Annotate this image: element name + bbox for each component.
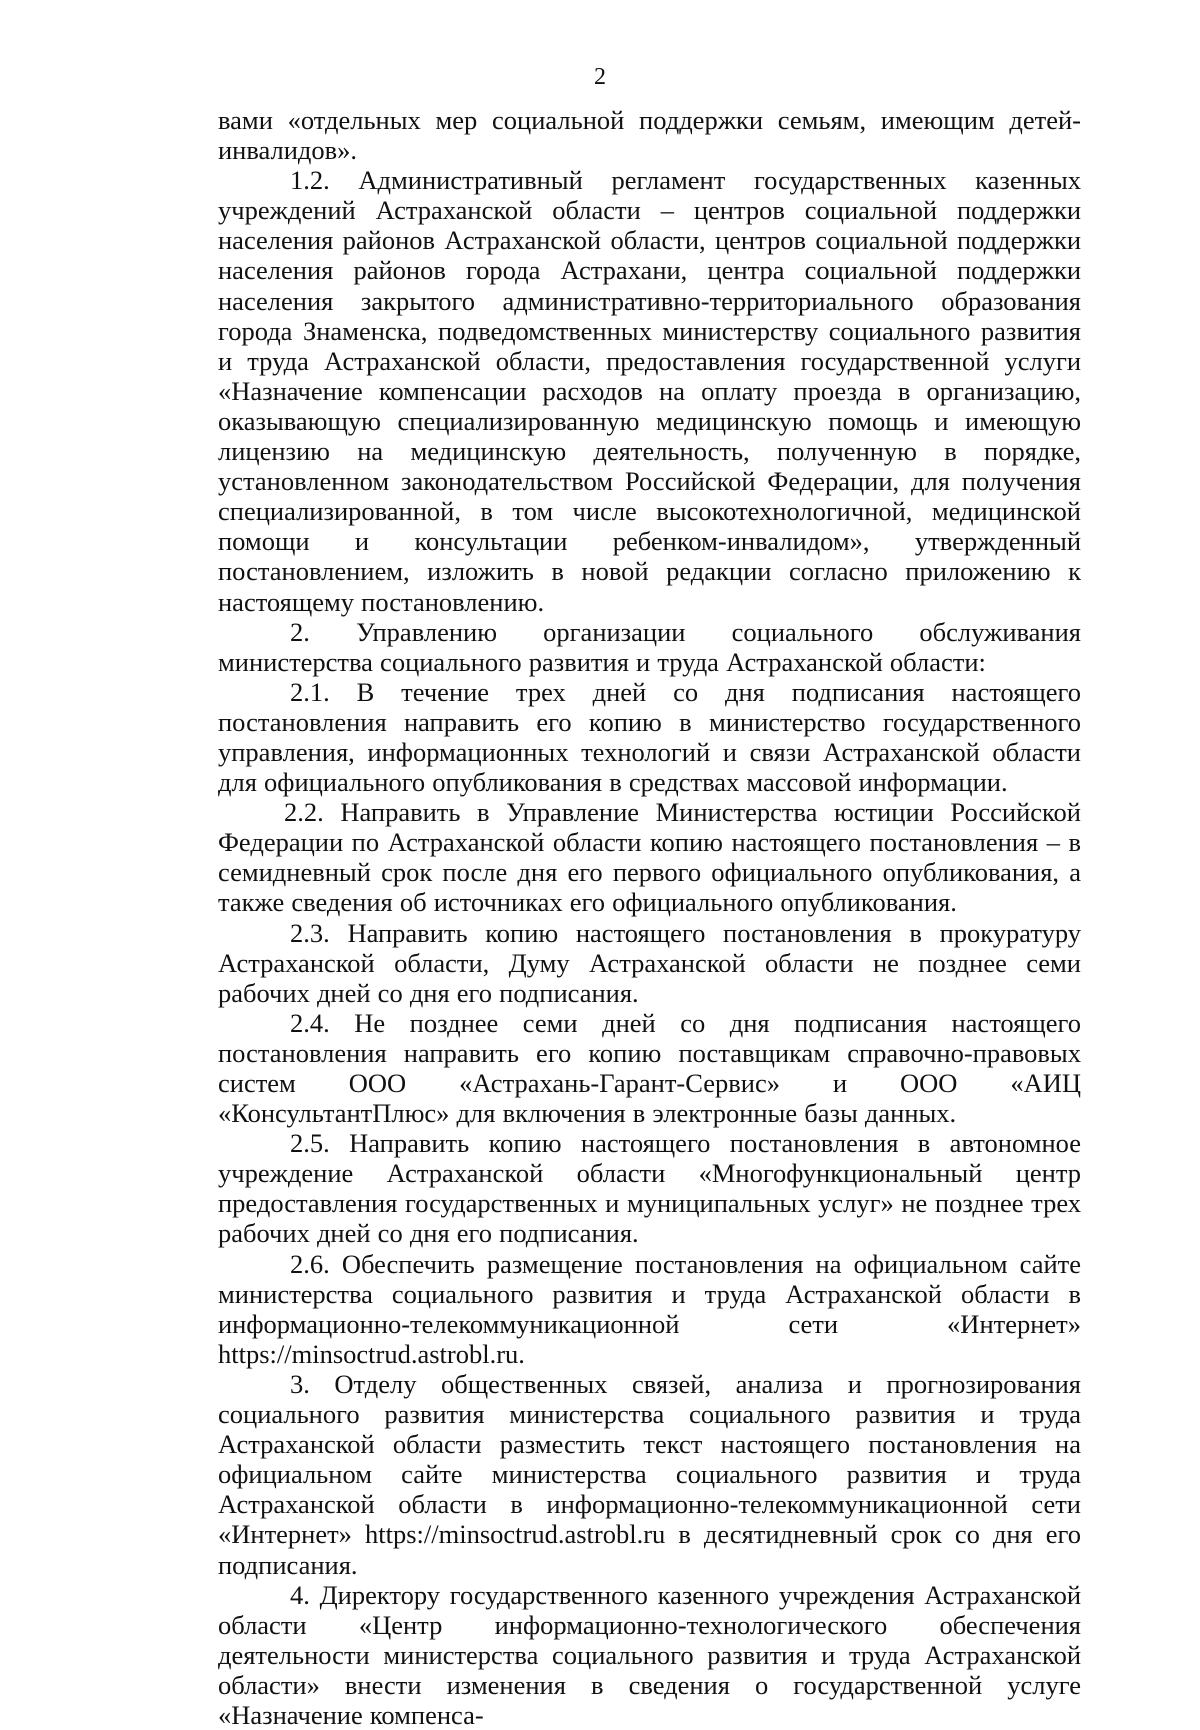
paragraph-2-6: 2.6. Обеспечить размещение постановления на официальном сайте министерства социального развития и труда Астраханской области в информационно-телекоммуникационной сети «Интернет» https://minsoctrud.astrobl.ru. [218, 1248, 1081, 1369]
paragraph-2-3: 2.3. Направить копию настоящего постановления в прокуратуру Астраханской области, Думу Астраханской области не позднее семи рабочих дней со дня его подписания. [218, 917, 1081, 1008]
page-number: 2 [594, 64, 606, 90]
paragraph-1-2: 1.2. Административный регламент государственных казенных учреждений Астраханской области – центров социальной поддержки населения районов Астраханской области, центров социальной поддержки населения районов города Астрахани, центра социальной поддержки населения закрытого административно-территориального образования города Знаменска, подведомственных министерству социального развития и труда Астраханской области, предоставления государственной услуги «Назначение компенсации расходов на оплату проезда в организацию, оказывающую специализированную медицинскую помощь и имеющую лицензию на медицинскую деятельность, полученную в порядке, установленном законодательством Российской Федерации, для получения специализированной, в том числе высокотехнологичной, медицинской помощи и консультации ребенком-инвалидом», утвержденный постановлением, изложить в новой редакции согласно приложению к настоящему постановлению. [218, 165, 1081, 617]
paragraph-continuation: вами «отдельных мер социальной поддержки семьям, имеющим детей-инвалидов». [218, 105, 1081, 166]
document-body [218, 105, 1081, 1730]
paragraph-2-5: 2.5. Направить копию настоящего постановления в автономное учреждение Астраханской области «Многофункциональный центр предоставления государственных и муниципальных услуг» не позднее трех рабочих дней со дня его подписания. [218, 1128, 1081, 1249]
paragraph-2-1: 2.1. В течение трех дней со дня подписания настоящего постановления направить его копию в министерство государственного управления, информационных технологий и связи Астраханской области для официального опубликования в средствах массовой информации. [218, 676, 1081, 798]
paragraph-2: 2. Управлению организации социального обслуживания министерства социального развития и труда Астраханской области: [218, 616, 1081, 677]
paragraph-2-4: 2.4. Не позднее семи дней со дня подписания настоящего постановления направить его копию поставщикам справочно-правовых систем ООО «Астрахань-Гарант-Сервис» и ООО «АИЦ «КонсультантПлюс» для включения в электронные базы данных. [218, 1007, 1081, 1129]
paragraph-3: 3. Отделу общественных связей, анализа и прогнозирования социального развития министерства социального развития и труда Астраханской области разместить текст настоящего постановления на официальном сайте министерства социального развития и труда Астраханской области в информационно-телекоммуникационной сети «Интернет» https://minsoctrud.astrobl.ru в десятидневный срок со дня его подписания. [218, 1368, 1081, 1580]
paragraph-2-2: 2.2. Направить в Управление Министерства юстиции Российской Федерации по Астраханской области копию настоящего постановления – в семидневный срок после дня его первого официального опубликования, а также сведения об источниках его официального опубликования. [218, 797, 1081, 918]
paragraph-4: 4. Директору государственного казенного учреждения Астраханской области «Центр информационно-технологического обеспечения деятельности министерства социального развития и труда Астраханской области» внести изменения в сведения о государственной услуге «Назначение компенса- [218, 1579, 1081, 1730]
